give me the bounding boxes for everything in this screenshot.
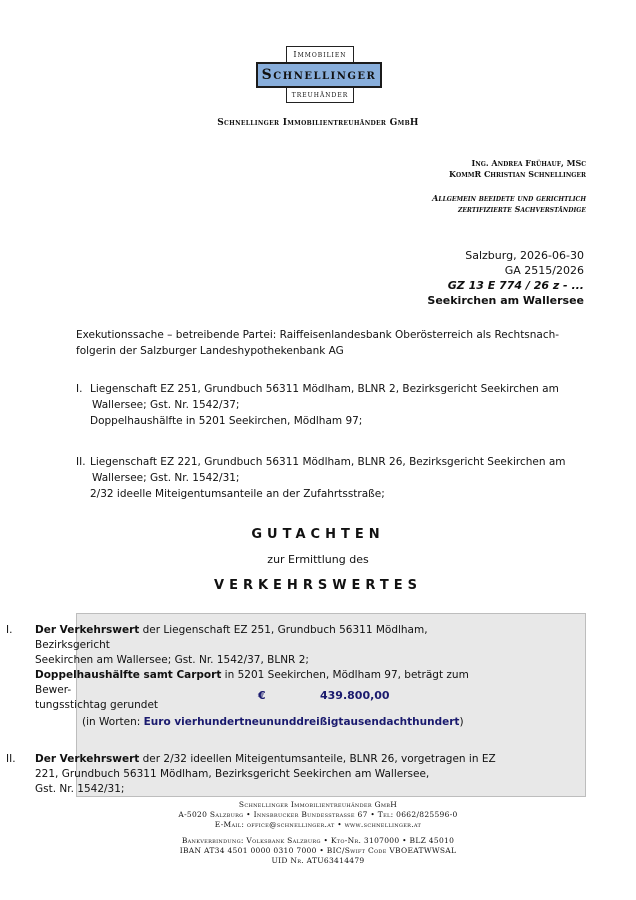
valuation-item-1-number: I.: [6, 624, 13, 636]
section-2-line-1: Liegenschaft EZ 221, Grundbuch 56311 Mödlham, BLNR 26, Bezirksgericht Seekirchen am: [90, 456, 566, 468]
logo-top-text: Immobilien: [286, 46, 354, 63]
exekution-line-2: folgerin der Salzburger Landeshypothekenbank AG: [76, 345, 344, 357]
section-2-line-2: Wallersee; Gst. Nr. 1542/31;: [92, 472, 240, 484]
valuation-item-2-bold: Der Verkehrswert: [35, 753, 140, 765]
amount-in-words: [82, 716, 464, 728]
certification-block: [432, 193, 586, 215]
section-2-line-3: 2/32 ideelle Miteigentumsanteile an der Zufahrtsstraße;: [90, 488, 385, 500]
footer-address: [0, 800, 636, 830]
section-2: [76, 454, 576, 502]
valuation-item-1-line-2: Seekirchen am Wallersee; Gst. Nr. 1542/37, BLNR 2;: [35, 654, 309, 666]
words-value: Euro vierhundertneununddreißigtausendachthundert: [143, 716, 460, 728]
valuation-item-2-number: II.: [6, 753, 16, 765]
document-title: GUTACHTEN: [251, 527, 385, 542]
footer-line-2: A-5020 Salzburg • Innsbrucker Bundesstrasse 67 • Tel: 0662/825596-0: [178, 810, 458, 819]
valuation-item-1-object: Doppelhaushälfte samt Carport: [35, 669, 222, 681]
certification-line-2: zertifizierte Sachverständige: [457, 204, 586, 214]
section-1-line-1: Liegenschaft EZ 251, Grundbuch 56311 Mödlham, BLNR 2, Bezirksgericht Seekirchen am: [90, 383, 559, 395]
footer-line-5: IBAN AT34 4501 0000 0310 7000 • BIC/Swift Code VBOEATWWSAL: [179, 846, 457, 855]
section-1-line-2: Wallersee; Gst. Nr. 1542/37;: [92, 399, 240, 411]
document-title-2: VERKEHRSWERTES: [214, 578, 422, 593]
document-subtitle: zur Ermittlung des: [267, 553, 369, 566]
valuation-item-2: [6, 752, 496, 797]
valuation-item-2-text: der 2/32 ideellen Miteigentumsanteile, BLNR 26, vorgetragen in EZ: [139, 753, 496, 765]
logo-bottom-text: treuhänder: [286, 88, 354, 103]
footer-line-6: UID Nr. ATU63414479: [271, 856, 365, 865]
valuation-item-1-bold: Der Verkehrswert: [35, 624, 140, 636]
place-date: Salzburg, 2026-06-30: [465, 249, 584, 262]
certification-line-1: Allgemein beeidete und gerichtlich: [432, 193, 586, 203]
person-1: Ing. Andrea Frühauf, MSc: [471, 158, 586, 168]
valuation-item-2-line-2: 221, Grundbuch 56311 Mödlham, Bezirksgericht Seekirchen am Wallersee,: [35, 768, 430, 780]
company-name: Schnellinger Immobilientreuhänder GmbH: [217, 118, 419, 128]
exekution-text: [76, 327, 596, 359]
valuation-item-1-line-4: tungsstichtag gerundet: [35, 699, 159, 711]
valuation-item-1-line-3: in 5201 Seekirchen, Mödlham 97, beträgt zum Bewer-: [35, 669, 469, 696]
section-1-line-3: Doppelhaushälfte in 5201 Seekirchen, Mödlham 97;: [90, 415, 363, 427]
persons-block: [449, 158, 586, 180]
footer-line-1: Schnellinger Immobilientreuhänder GmbH: [238, 800, 398, 809]
logo-main-text: Schnellinger: [256, 62, 382, 88]
section-1-number: I.: [76, 383, 83, 395]
valuation-item-2-line-3: Gst. Nr. 1542/31;: [35, 783, 125, 795]
valuation-item-1-text: der Liegenschaft EZ 251, Grundbuch 56311 Mödlham, Bezirksgericht: [35, 624, 428, 651]
words-prefix: (in Worten:: [82, 716, 144, 728]
section-2-number: II.: [76, 456, 86, 468]
words-suffix: ): [459, 716, 464, 728]
exekution-line-1: Exekutionssache – betreibende Partei: Raiffeisenlandesbank Oberösterreich als Rechtsnach-: [76, 329, 560, 341]
footer-line-3: E-Mail: office@schnellinger.at • www.schnellinger.at: [214, 820, 422, 829]
person-2: KommR Christian Schnellinger: [449, 169, 586, 179]
valuation-amount: 439.800,00: [320, 689, 390, 702]
company-logo: [256, 46, 382, 104]
location: Seekirchen am Wallersee: [427, 294, 584, 307]
footer-line-4: Bankverbindung: Volksbank Salzburg • Kto-Nr. 3107000 • BLZ 45010: [181, 836, 455, 845]
section-1: [76, 381, 576, 429]
gz-number: GZ 13 E 774 / 26 z - ...: [447, 279, 584, 292]
valuation-item-1: [6, 623, 496, 713]
document-meta: [427, 248, 584, 308]
ga-number: GA 2515/2026: [504, 264, 584, 277]
footer-bank: [0, 836, 636, 866]
currency-symbol: €: [258, 689, 266, 702]
